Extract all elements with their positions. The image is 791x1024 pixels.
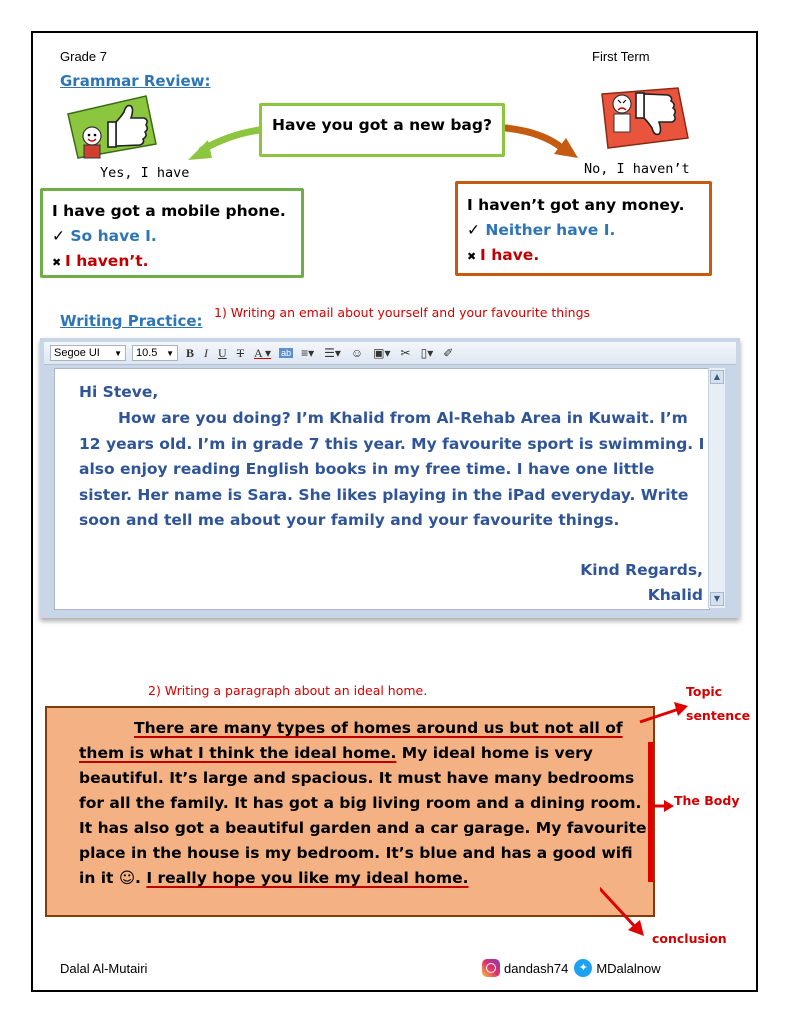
scissors-icon[interactable]: ✂	[400, 346, 411, 360]
topic-label-line2: sentence	[686, 708, 751, 723]
thumbs-up-illustration	[64, 92, 160, 160]
term-label: First Term	[592, 49, 650, 64]
paragraph-text	[79, 716, 647, 891]
annotation-arrows	[600, 690, 780, 950]
agree-response: So have I.	[70, 227, 157, 245]
no-answer: No, I haven’t	[584, 161, 690, 177]
font-color-button[interactable]: A ▾	[254, 345, 272, 360]
topic-label-line1: Topic	[686, 684, 723, 699]
positive-statement: I have got a mobile phone.	[52, 202, 286, 220]
instagram-handle[interactable]: dandash74	[504, 960, 569, 976]
check-icon: ✓	[52, 227, 71, 245]
body-sentences: My ideal home is very beautiful. It’s large and spacious. It must have many bedrooms for all the family. It has got a big living room and a dining room. It has also got a beautiful garden and a car garage. My favourite place in the house is my bedroom. It’s blue and has a good wifi in it ☺.	[79, 744, 647, 887]
task-2-title: 2) Writing a paragraph about an ideal home.	[148, 683, 428, 698]
writing-practice-heading: Writing Practice:	[60, 312, 203, 330]
email-greeting: Hi Steve,	[79, 383, 159, 401]
topic-sentence: There are many types of homes around us but not all of them is what I think the ideal home.	[79, 719, 623, 762]
paragraph-box	[45, 706, 655, 917]
editor-toolbar	[44, 342, 736, 365]
negative-box	[455, 181, 712, 276]
cross-icon: ✖	[52, 256, 66, 269]
task-1-title: 1) Writing an email about yourself and your favourite things	[214, 305, 591, 320]
strikethrough-button[interactable]: T	[236, 345, 245, 360]
email-editor	[40, 338, 740, 618]
emoji-icon[interactable]: ☺	[350, 346, 364, 360]
social-links	[482, 959, 661, 977]
instagram-icon	[482, 959, 500, 977]
email-closing: Kind Regards,	[580, 561, 703, 579]
underline-button[interactable]: U	[218, 345, 227, 360]
twitter-handle[interactable]: MDalalnow	[596, 960, 661, 976]
question-box	[259, 103, 505, 157]
page-icon[interactable]: ▯▾	[420, 346, 434, 360]
font-select[interactable]: Segoe UI ▼	[50, 345, 126, 361]
question-text: Have you got a new bag?	[272, 116, 492, 134]
twitter-icon: ✦	[574, 959, 592, 977]
cross-icon: ✖	[467, 250, 481, 263]
thumbs-down-illustration	[600, 86, 692, 150]
highlight-button[interactable]: ab	[281, 348, 292, 358]
email-signature: Khalid	[647, 586, 703, 604]
disagree-response: I have.	[480, 246, 540, 264]
conclusion-label: conclusion	[652, 931, 727, 946]
grade-label: Grade 7	[60, 49, 107, 64]
author-name: Dalal Al-Mutairi	[60, 961, 148, 976]
align-icon[interactable]: ≡▾	[301, 346, 315, 360]
scroll-up-icon[interactable]: ▲	[710, 370, 724, 384]
italic-button[interactable]: I	[204, 345, 209, 360]
brush-icon[interactable]: ✐	[443, 346, 454, 360]
agree-response: Neither have I.	[485, 221, 616, 239]
email-text-area[interactable]	[54, 368, 710, 610]
bold-button[interactable]: B	[186, 345, 195, 360]
agree-box	[40, 188, 304, 278]
grammar-review-heading: Grammar Review:	[60, 72, 211, 90]
font-size-select[interactable]: 10.5 ▼	[132, 345, 178, 361]
vertical-scrollbar[interactable]	[708, 368, 725, 608]
list-icon[interactable]: ☰▾	[324, 346, 341, 360]
disagree-response: I haven’t.	[65, 252, 149, 270]
negative-statement: I haven’t got any money.	[467, 196, 685, 214]
concluding-sentence: I really hope you like my ideal home.	[146, 869, 469, 887]
yes-answer: Yes, I have	[100, 165, 190, 181]
email-body: How are you doing? I’m Khalid from Al-Rehab Area in Kuwait. I’m 12 years old. I’m in grade 7 this year. My favourite sport is swimming. I also enjoy reading English books in my free time. I have one little sister. Her name is Sara. She likes playing in the iPad everyday. Write soon and tell me about your family and your favourite things.	[79, 409, 705, 529]
body-label: The Body	[674, 793, 740, 808]
scroll-down-icon[interactable]: ▼	[710, 592, 724, 606]
image-icon[interactable]: ▣▾	[373, 346, 391, 360]
check-icon: ✓	[467, 221, 486, 239]
